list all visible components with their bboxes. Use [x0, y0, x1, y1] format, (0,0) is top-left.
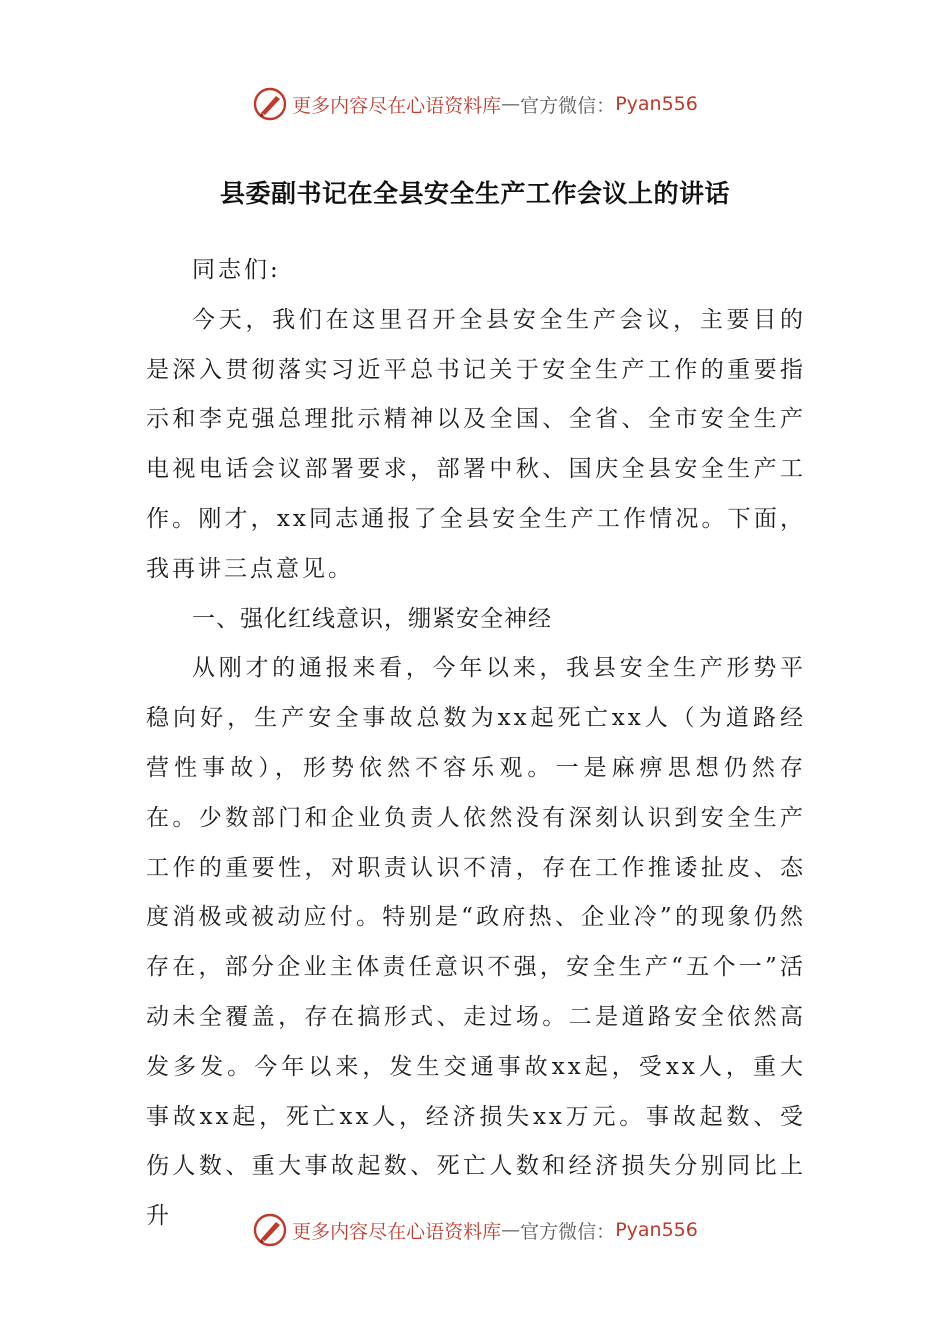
watermark-main-text: 更多内容尽在心语资料库: [292, 1220, 502, 1243]
paragraph: 从刚才的通报来看，今年以来，我县安全生产形势平稳向好，生产安全事故总数为xx起死亡xx人（为道路经营性事故），形势依然不容乐观。一是麻痹思想仍然存在。少数部门和企业负责人依然没有深刻认识到安全生产工作的重要性，对职责认识不清，存在工作推诿扯皮、态度消极或被动应付。特别是“政府热、企业冷”的现象仍然存在，部分企业主体责任意识不强，安全生产“五个一”活动未全覆盖，存在搞形式、走过场。二是道路安全依然高发多发。今年以来，发生交通事故xx起，受xx人，重大事故xx起，死亡xx人，经济损失xx万元。事故起数、受伤人数、重大事故起数、死亡人数和经济损失分别同比上升: [146, 655, 806, 1230]
greeting: 同志们:: [192, 257, 281, 283]
watermark-header: [0, 86, 950, 122]
watermark-main-text: 更多内容尽在心语资料库: [292, 94, 502, 117]
watermark-dash: —: [501, 1219, 521, 1241]
pen-logo-icon: [252, 1212, 288, 1248]
document-body: [146, 246, 806, 1242]
watermark-wechat-label: 官方微信：: [520, 94, 616, 117]
watermark-wechat-id: Pyan556: [615, 93, 698, 115]
section-heading: 一、强化红线意识，绷紧安全神经: [192, 605, 552, 632]
paragraph: 今天，我们在这里召开全县安全生产会议，主要目的是深入贯彻落实习近平总书记关于安全生产工作的重要指示和李克强总理批示精神以及全国、全省、全市安全生产电视电话会议部署要求，部署中秋、国庆全县安全生产工作。刚才，xx同志通报了全县安全生产工作情况。下面，我再讲三点意见。: [146, 306, 806, 582]
pen-logo-icon: [252, 86, 288, 122]
watermark-wechat-id: Pyan556: [615, 1219, 698, 1241]
watermark-footer: [0, 1212, 950, 1248]
document-title: 县委副书记在全县安全生产工作会议上的讲话: [219, 179, 730, 208]
watermark-wechat-label: 官方微信：: [520, 1220, 616, 1243]
watermark-dash: —: [501, 93, 521, 115]
